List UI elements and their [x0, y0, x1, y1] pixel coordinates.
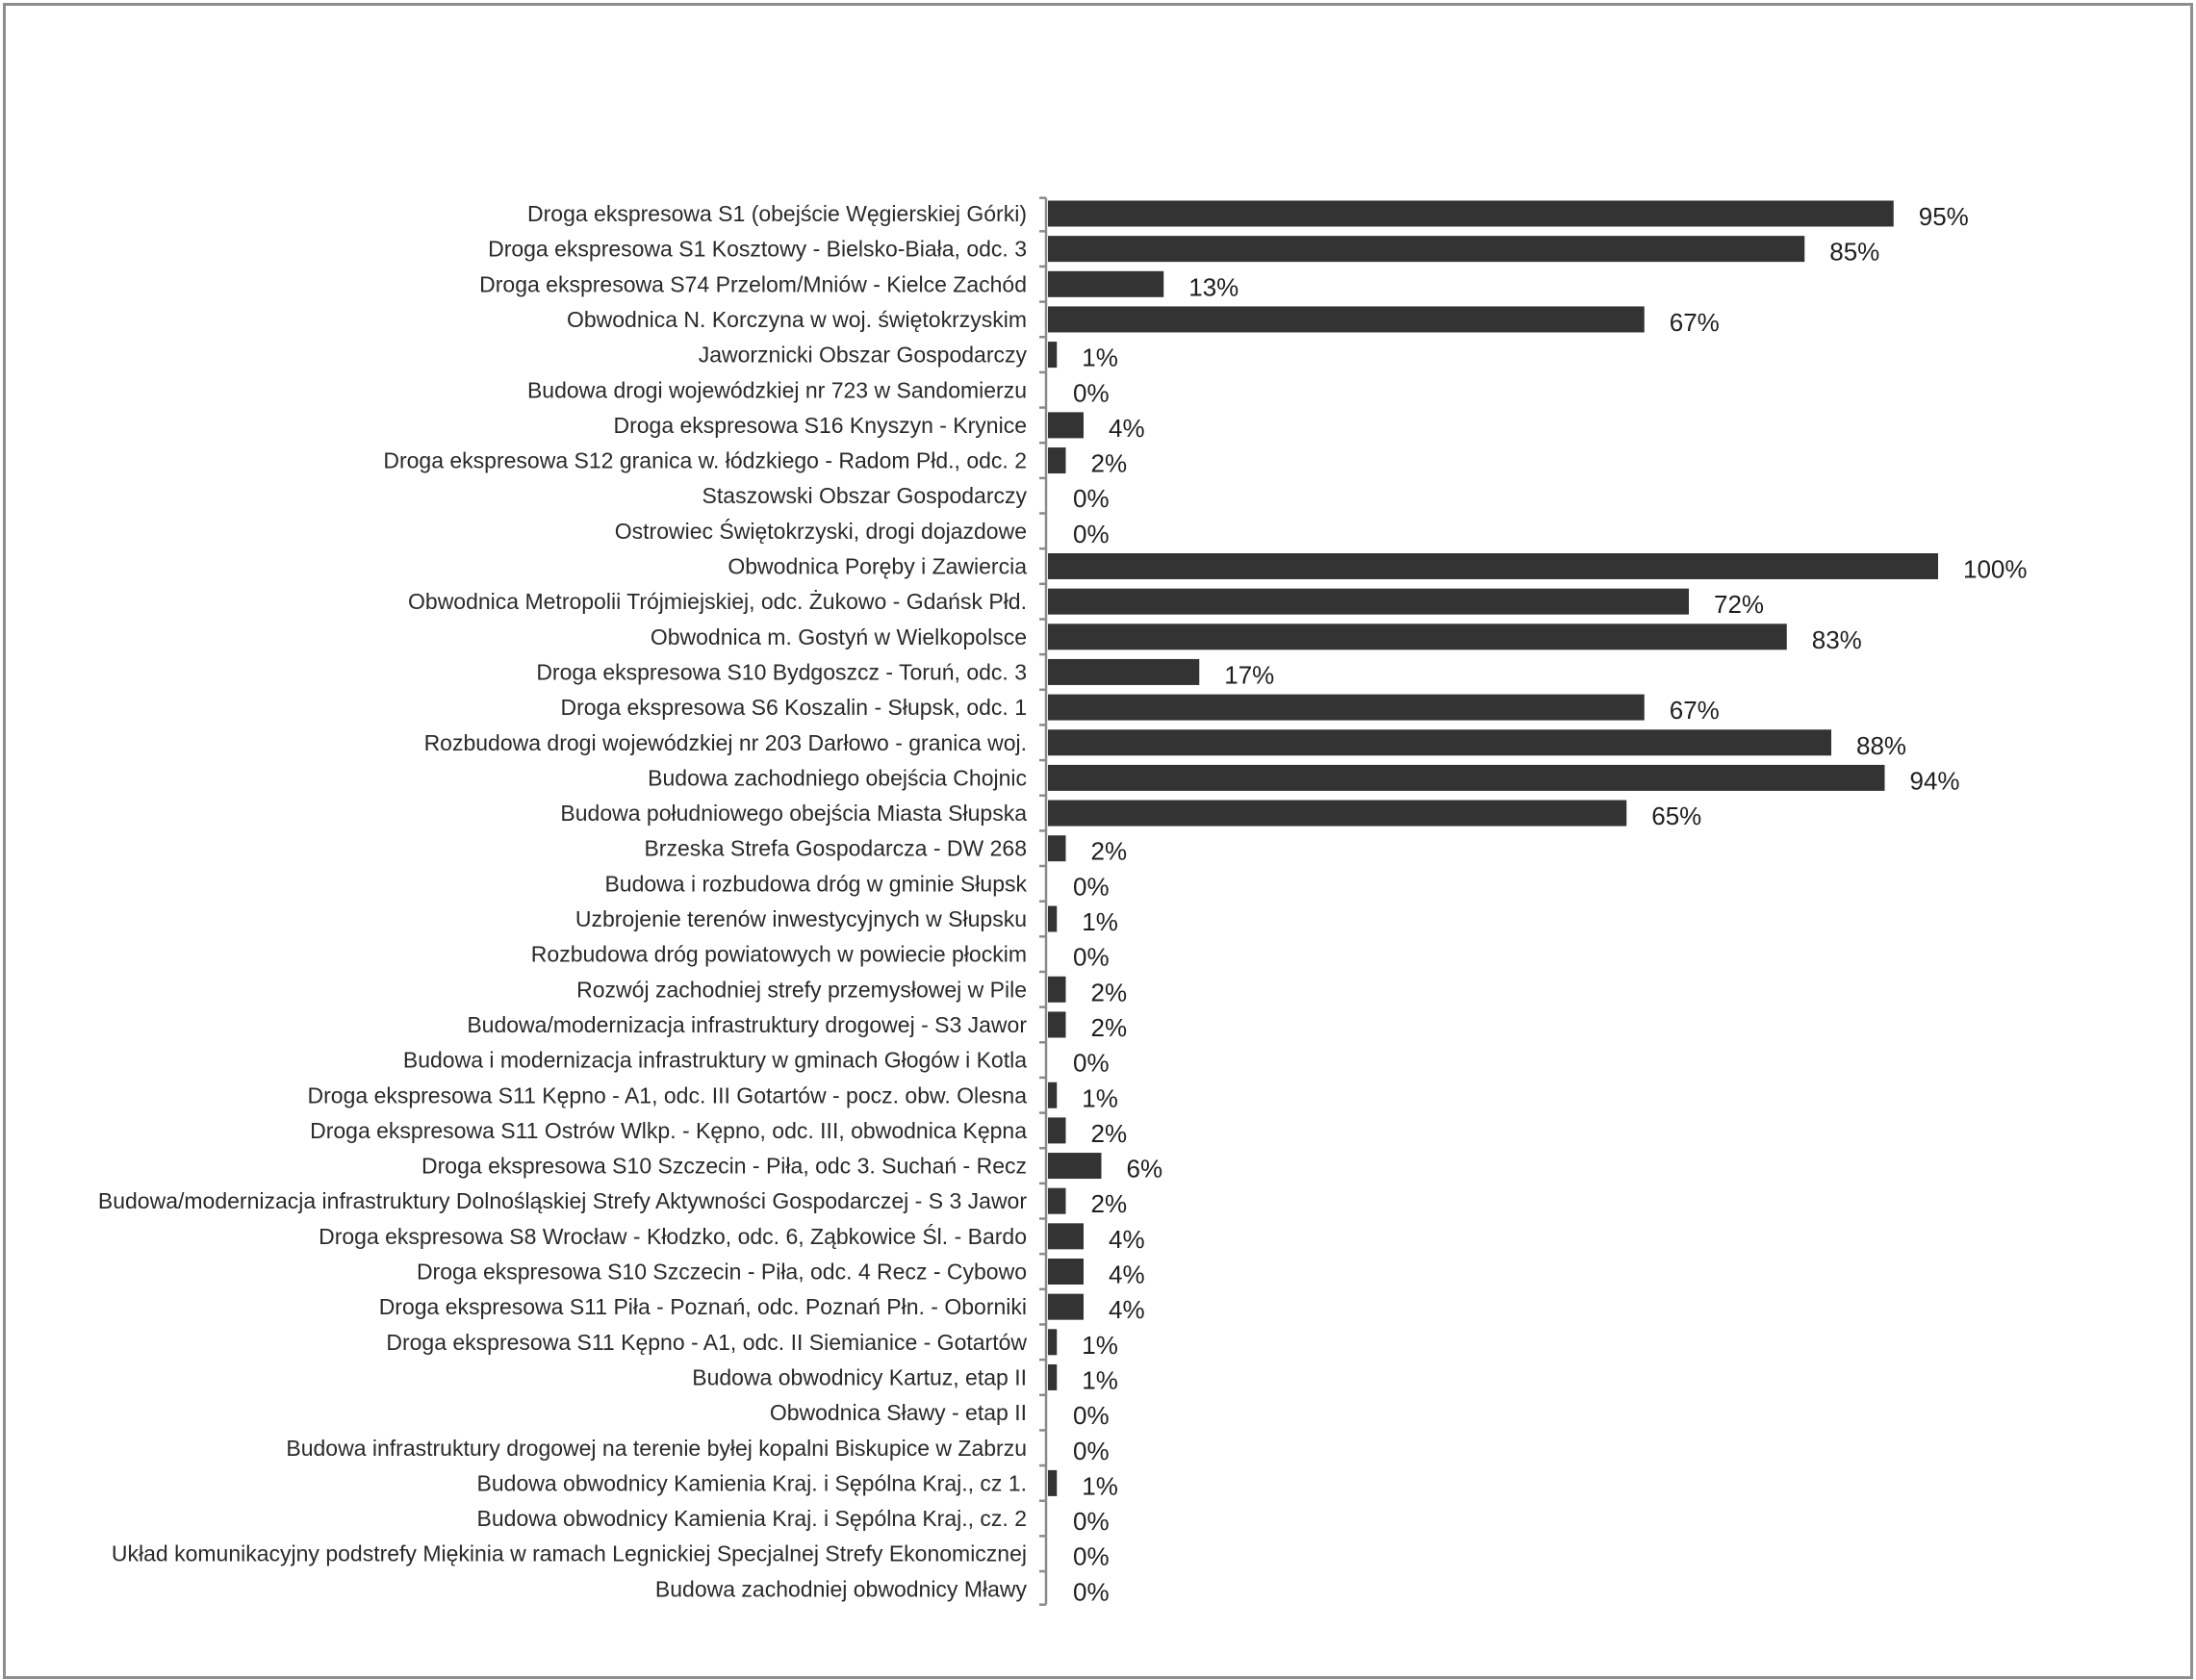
bar: [1048, 1223, 1084, 1249]
bar: [1048, 412, 1084, 438]
data-label: 95%: [1918, 202, 1969, 231]
data-label: 0%: [1073, 484, 1110, 514]
category-label: Rozbudowa drogi wojewódzkiej nr 203 Darłowo - granica woj.: [423, 729, 1027, 755]
category-label: Droga ekspresowa S11 Ostrów Wlkp. - Kępno, odc. III, obwodnica Kępna: [310, 1117, 1027, 1143]
bar: [1048, 624, 1787, 649]
bar: [1048, 906, 1057, 932]
data-label: 2%: [1090, 836, 1128, 866]
category-label: Budowa obwodnicy Kartuz, etap II: [692, 1364, 1027, 1390]
bar: [1048, 589, 1689, 615]
category-label: Droga ekspresowa S10 Szczecin - Piła, odc. 4 Recz - Cybowo: [416, 1259, 1027, 1285]
bar: [1048, 342, 1057, 368]
category-label: Obwodnica m. Gostyń w Wielkopolsce: [650, 624, 1027, 649]
bar: [1048, 729, 1831, 755]
category-label: Budowa i rozbudowa dróg w gminie Słupsk: [604, 871, 1027, 897]
bar: [1048, 1259, 1084, 1285]
bar: [1048, 1011, 1066, 1037]
category-label: Staszowski Obszar Gospodarczy: [702, 483, 1027, 509]
data-label: 13%: [1188, 272, 1239, 302]
category-label: Droga ekspresowa S1 Kosztowy - Bielsko-Biała, odc. 3: [488, 236, 1027, 262]
data-label: 72%: [1714, 590, 1765, 620]
category-label: Droga ekspresowa S11 Kępno - A1, odc. II Siemianice - Gotartów: [386, 1329, 1027, 1355]
bar: [1048, 695, 1645, 721]
category-label: Obwodnica Poręby i Zawiercia: [728, 553, 1027, 579]
category-label: Budowa obwodnicy Kamienia Kraj. i Sępólna Kraj., cz 1.: [476, 1470, 1027, 1496]
data-label: 0%: [1073, 942, 1110, 972]
bar: [1048, 1188, 1066, 1214]
category-label: Ostrowiec Świętokrzyski, drogi dojazdowe: [614, 518, 1027, 544]
data-label: 1%: [1082, 907, 1118, 936]
data-label: 0%: [1073, 1048, 1110, 1078]
category-label: Droga ekspresowa S10 Bydgoszcz - Toruń, odc. 3: [536, 659, 1027, 685]
data-label: 4%: [1109, 1224, 1145, 1254]
data-label: 6%: [1126, 1154, 1163, 1184]
data-labels: [1073, 202, 2028, 1606]
data-label: 2%: [1090, 1118, 1128, 1148]
data-label: 0%: [1073, 1541, 1110, 1571]
bar: [1048, 765, 1885, 791]
data-label: 65%: [1651, 802, 1702, 831]
category-label: Jaworznicki Obszar Gospodarczy: [698, 342, 1027, 368]
category-axis: [1039, 198, 1046, 1605]
category-label: Rozbudowa dróg powiatowych w powiecie płockim: [530, 941, 1027, 967]
category-label: Droga ekspresowa S10 Szczecin - Piła, odc 3. Suchań - Recz: [421, 1153, 1027, 1179]
data-label: 67%: [1669, 696, 1720, 725]
data-label: 1%: [1082, 1083, 1118, 1113]
category-label: Budowa obwodnicy Kamienia Kraj. i Sępólna Kraj., cz. 2: [476, 1506, 1027, 1532]
category-label: Brzeska Strefa Gospodarcza - DW 268: [644, 835, 1027, 861]
bars: [1048, 201, 1938, 1496]
data-label: 4%: [1109, 413, 1145, 443]
category-label: Droga ekspresowa S6 Koszalin - Słupsk, odc. 1: [560, 695, 1027, 721]
bar: [1048, 1082, 1057, 1108]
bar: [1048, 1153, 1102, 1179]
bar: [1048, 659, 1199, 685]
bar: [1048, 271, 1163, 297]
bar: [1048, 835, 1066, 861]
bar: [1048, 1329, 1057, 1355]
category-label: Budowa/modernizacja infrastruktury drogowej - S3 Jawor: [467, 1011, 1027, 1037]
category-label: Rozwój zachodniej strefy przemysłowej w Pile: [576, 977, 1027, 1003]
data-label: 0%: [1073, 1401, 1110, 1431]
data-label: 0%: [1073, 519, 1110, 548]
bar: [1048, 1294, 1084, 1320]
category-label: Droga ekspresowa S11 Kępno - A1, odc. III Gotartów - pocz. obw. Olesna: [307, 1082, 1027, 1108]
category-label: Obwodnica Metropolii Trójmiejskiej, odc. Żukowo - Gdańsk Płd.: [408, 589, 1027, 615]
data-label: 88%: [1856, 730, 1907, 760]
category-label: Droga ekspresowa S16 Knyszyn - Krynice: [613, 412, 1027, 438]
category-label: Budowa i modernizacja infrastruktury w gminach Głogów i Kotla: [402, 1047, 1027, 1073]
data-label: 2%: [1090, 1012, 1128, 1042]
bar: [1048, 306, 1645, 332]
data-label: 83%: [1811, 624, 1862, 654]
data-label: 0%: [1073, 1577, 1110, 1607]
bar: [1048, 553, 1938, 579]
data-label: 67%: [1669, 307, 1720, 337]
data-label: 4%: [1109, 1260, 1145, 1289]
category-label: Uzbrojenie terenów inwestycyjnych w Słupsku: [575, 906, 1027, 931]
data-label: 94%: [1909, 766, 1960, 796]
bar: [1048, 236, 1804, 262]
category-label: Budowa południowego obejścia Miasta Słupska: [560, 801, 1027, 827]
data-label: 0%: [1073, 872, 1110, 902]
data-label: 1%: [1082, 343, 1118, 372]
bar: [1048, 1117, 1066, 1143]
category-label: Budowa zachodniej obwodnicy Mławy: [654, 1576, 1027, 1602]
data-label: 2%: [1090, 448, 1128, 478]
data-label: 2%: [1090, 978, 1128, 1007]
bar: [1048, 1470, 1057, 1496]
bar: [1048, 801, 1626, 827]
category-label: Droga ekspresowa S11 Piła - Poznań, odc. Poznań Płn. - Oborniki: [378, 1294, 1027, 1320]
bar: [1048, 977, 1066, 1003]
category-label: Droga ekspresowa S74 Przelom/Mniów - Kielce Zachód: [479, 271, 1027, 297]
category-label: Budowa zachodniego obejścia Chojnic: [648, 765, 1027, 791]
category-label: Budowa infrastruktury drogowej na terenie byłej kopalni Biskupice w Zabrzu: [286, 1435, 1027, 1461]
data-label: 1%: [1082, 1330, 1118, 1360]
data-label: 0%: [1073, 1507, 1110, 1537]
bar: [1048, 1364, 1057, 1390]
data-label: 100%: [1963, 554, 2028, 584]
data-label: 0%: [1073, 1436, 1110, 1465]
category-label: Obwodnica Sławy - etap II: [769, 1400, 1027, 1426]
data-label: 1%: [1082, 1365, 1118, 1395]
category-label: Budowa/modernizacja infrastruktury Dolnośląskiej Strefy Aktywności Gospodarczej - S 3 Jawor: [97, 1188, 1027, 1214]
bar: [1048, 447, 1066, 473]
data-label: 0%: [1073, 378, 1110, 408]
category-label: Droga ekspresowa S1 (obejście Węgierskiej Górki): [527, 201, 1027, 226]
category-labels: [98, 201, 1028, 1601]
data-label: 4%: [1109, 1295, 1145, 1325]
category-label: Droga ekspresowa S8 Wrocław - Kłodzko, odc. 6, Ząbkowice Śl. - Bardo: [319, 1223, 1027, 1249]
data-label: 1%: [1082, 1471, 1118, 1501]
data-label: 85%: [1829, 237, 1880, 267]
category-label: Układ komunikacyjny podstrefy Miękinia w ramach Legnickiej Specjalnej Strefy Ekonomicznej: [111, 1540, 1027, 1566]
data-label: 17%: [1224, 660, 1275, 690]
bar: [1048, 201, 1894, 227]
data-label: 2%: [1090, 1189, 1128, 1219]
category-label: Obwodnica N. Korczyna w woj. świętokrzyskim: [566, 306, 1027, 332]
category-label: Droga ekspresowa S12 granica w. łódzkiego - Radom Płd., odc. 2: [383, 447, 1027, 473]
category-label: Budowa drogi wojewódzkiej nr 723 w Sandomierzu: [526, 377, 1027, 403]
